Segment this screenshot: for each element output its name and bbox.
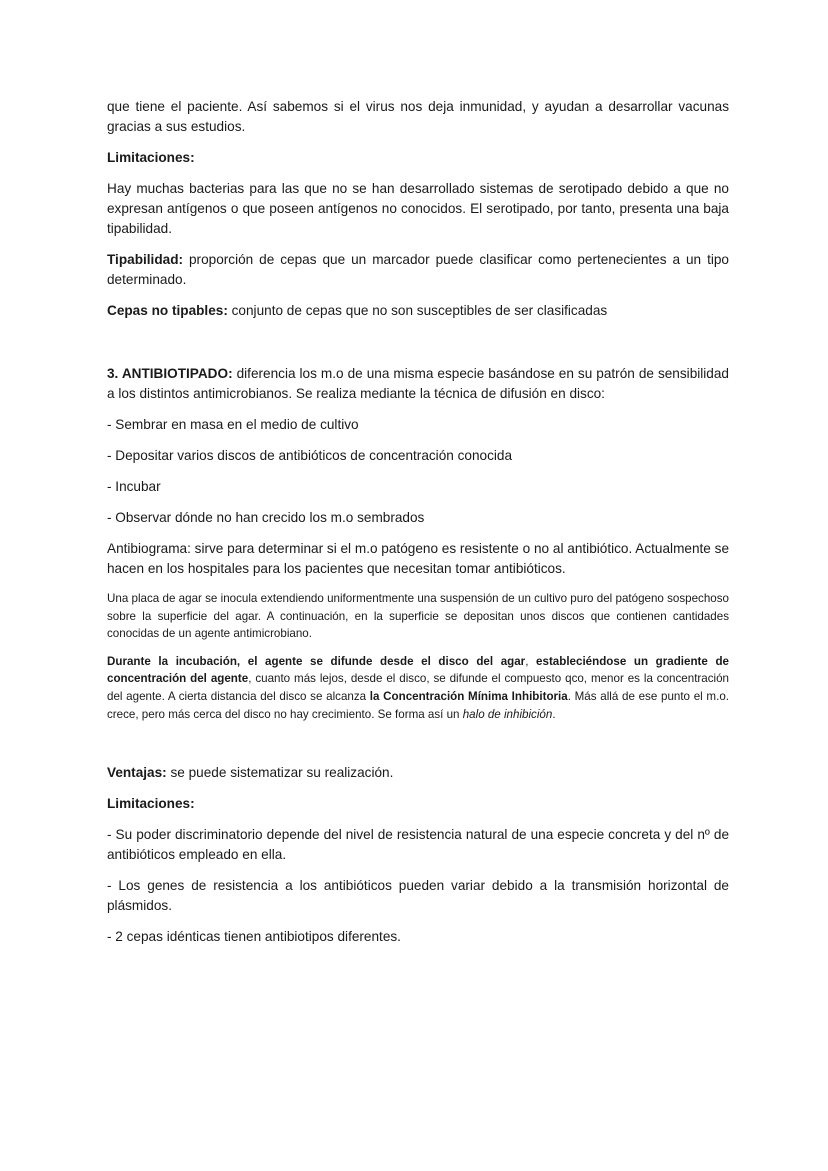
- cepas-term: Cepas no tipables:: [107, 303, 228, 318]
- tipabilidad-term: Tipabilidad:: [107, 252, 184, 267]
- cepas-def: conjunto de cepas que no son susceptibles de ser clasificadas: [227, 303, 608, 318]
- incubacion-paragraph: [107, 653, 729, 723]
- halo-term: halo de inhibición: [462, 707, 553, 721]
- tipabilidad-def: proporción de cepas que un marcador puede clasificar como pertenecientes a un tipo determinado.: [107, 252, 729, 287]
- incubacion-text-4: .: [552, 707, 556, 721]
- incubacion-bold-2: estableciéndose un gradiente de concentración del agente: [107, 654, 729, 686]
- page-content: [107, 97, 729, 958]
- limitaciones-heading-text: Limitaciones:: [107, 150, 195, 165]
- incubacion-text-2: , cuanto más lejos, desde el disco, se difunde el compuesto qco, menor es la concentración del agente. A cierta distancia del disco se alcanza: [107, 672, 729, 703]
- list-item: - 2 cepas idénticas tienen antibiotipos diferentes.: [107, 929, 401, 945]
- antibiotipado-text: diferencia los m.o de una misma especie basándose en su patrón de sensibilidad a los distintos antimicrobianos. Se realiza mediante la técnica de difusión en disco:: [107, 366, 729, 401]
- incubacion-bold-1: Durante la incubación, el agente se difunde desde el disco del agar: [107, 654, 526, 668]
- limitaciones-paragraph: Hay muchas bacterias para las que no se han desarrollado sistemas de serotipado debido a que no expresan antígenos o que poseen antígenos no conocidos. El serotipado, por tanto, presenta una baja tipabilidad.: [107, 181, 729, 236]
- list-item: - Su poder discriminatorio depende del nivel de resistencia natural de una especie concreta y del nº de antibióticos empleado en ella.: [107, 827, 729, 863]
- antibiograma-paragraph: Antibiograma: sirve para determinar si el m.o patógeno es resistente o no al antibiótico. Actualmente se hacen en los hospitales para los pacientes que necesitan tomar antibióticos.: [107, 541, 729, 576]
- list-item: - Los genes de resistencia a los antibióticos pueden variar debido a la transmisión horizontal de plásmidos.: [107, 878, 729, 914]
- incubacion-text-3: . Más allá de ese punto el m.o. crece, pero más cerca del disco no hay crecimiento. Se forma así un: [107, 689, 729, 721]
- limitaciones2-heading: [107, 794, 729, 814]
- antibiotipado-paragraph: [107, 364, 729, 404]
- incubacion-text-1: ,: [525, 654, 537, 668]
- tipabilidad-definition: [107, 250, 729, 290]
- cmi-term: la Concentración Mínima Inhibitoria: [369, 689, 568, 703]
- list-item: - Sembrar en masa en el medio de cultivo: [107, 417, 359, 432]
- list-item: - Observar dónde no han crecido los m.o sembrados: [107, 510, 425, 525]
- list-item: - Incubar: [107, 479, 161, 494]
- antibiotipado-heading: 3. ANTIBIOTIPADO:: [107, 366, 233, 381]
- cepas-definition: [107, 301, 729, 321]
- ventajas-term: Ventajas:: [107, 765, 167, 781]
- ventajas-paragraph: [107, 763, 729, 783]
- intro-paragraph: que tiene el paciente. Así sabemos si el virus nos deja inmunidad, y ayudan a desarrollar vacunas gracias a sus estudios.: [107, 99, 729, 134]
- limitaciones2-heading-text: Limitaciones:: [107, 796, 195, 812]
- placa-paragraph: Una placa de agar se inocula extendiendo uniformentmente una suspensión de un cultivo puro del patógeno sospechoso sobre la superficie del agar. A continuación, en la superficie se depositan unos discos que contienen cantidades conocidas de un agente antimicrobiano.: [107, 592, 729, 641]
- list-item: - Depositar varios discos de antibióticos de concentración conocida: [107, 448, 513, 463]
- ventajas-def: se puede sistematizar su realización.: [166, 765, 394, 781]
- limitaciones-heading: [107, 148, 729, 168]
